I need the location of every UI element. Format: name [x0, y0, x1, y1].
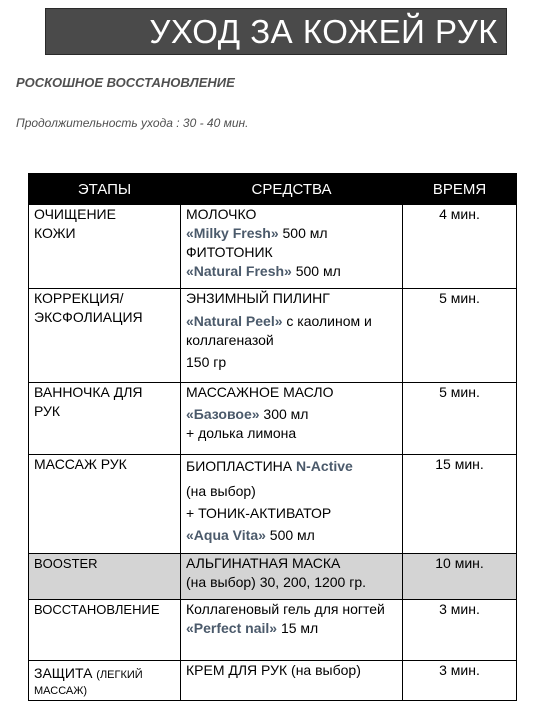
- step-label: РУК: [34, 403, 61, 419]
- product-label: КРЕМ ДЛЯ РУК: [186, 662, 288, 678]
- product-line: [186, 619, 397, 638]
- products-cell: [181, 600, 403, 661]
- product-volume: 500 мл: [291, 263, 341, 279]
- product-line: [186, 661, 397, 680]
- table-row: [29, 455, 517, 554]
- product-line: МОЛОЧКО: [186, 206, 257, 222]
- product-line: 150 гр: [186, 354, 227, 370]
- product-line: [186, 405, 397, 424]
- table-row: [29, 600, 517, 661]
- header-steps: ЭТАПЫ: [29, 174, 181, 205]
- product-name: «Natural Peel»: [186, 313, 283, 329]
- care-steps-table: [28, 173, 517, 701]
- step-label: КОЖИ: [34, 225, 76, 241]
- product-line: ФИТОТОНИК: [186, 244, 273, 260]
- step-cell: [29, 661, 181, 701]
- page-title: УХОД ЗА КОЖЕЙ РУК: [149, 13, 498, 50]
- product-name: «Базовое»: [186, 406, 260, 422]
- time-cell: 4 мин.: [403, 205, 517, 289]
- step-label: BOOSTER: [34, 556, 98, 571]
- step-cell: [29, 554, 181, 600]
- table-row: [29, 383, 517, 455]
- time-cell: 3 мин.: [403, 600, 517, 661]
- step-note: (ЛЕГКИЙ: [96, 669, 143, 681]
- product-line: [186, 224, 397, 243]
- step-cell: [29, 383, 181, 455]
- time-cell: 5 мин.: [403, 383, 517, 455]
- step-label: ОЧИЩЕНИЕ: [34, 206, 116, 222]
- product-volume: 300 мл: [259, 406, 309, 422]
- products-cell: [181, 455, 403, 554]
- products-cell: [181, 289, 403, 383]
- table-row: [29, 661, 517, 701]
- time-cell: 15 мин.: [403, 455, 517, 554]
- product-description: с каолином и коллагеназой: [186, 313, 372, 348]
- step-label: ВОССТАНОВЛЕНИЕ: [34, 602, 160, 617]
- product-line: ЭНЗИМНЫЙ ПИЛИНГ: [186, 290, 330, 306]
- product-note: (на выбор): [287, 662, 361, 678]
- product-name: «Milky Fresh»: [186, 225, 279, 241]
- product-volume: 15 мл: [277, 620, 319, 636]
- product-line: АЛЬГИНАТНАЯ МАСКА: [186, 555, 341, 571]
- step-cell: [29, 455, 181, 554]
- product-name: «Aqua Vita»: [186, 527, 266, 543]
- product-line: + долька лимона: [186, 425, 297, 441]
- product-line: [186, 457, 397, 476]
- product-name: «Perfect nail»: [186, 620, 278, 636]
- time-cell: 3 мин.: [403, 661, 517, 701]
- step-label: МАССАЖ РУК: [34, 456, 127, 472]
- procedure-subtitle: РОСКОШНОЕ ВОССТАНОВЛЕНИЕ: [16, 75, 235, 90]
- table-header-row: [29, 174, 517, 205]
- header-time: ВРЕМЯ: [403, 174, 517, 205]
- products-cell: [181, 205, 403, 289]
- products-cell: [181, 383, 403, 455]
- product-line: + ТОНИК-АКТИВАТОР: [186, 505, 332, 521]
- product-name: «Natural Fresh»: [186, 263, 292, 279]
- product-line: Коллагеновый гель для ногтей: [186, 601, 385, 617]
- time-cell: 5 мин.: [403, 289, 517, 383]
- product-line: (на выбор): [186, 483, 256, 499]
- product-line: [186, 526, 397, 545]
- time-cell: 10 мин.: [403, 554, 517, 600]
- step-label: КОРРЕКЦИЯ/: [34, 290, 124, 306]
- step-cell: [29, 205, 181, 289]
- step-cell: [29, 289, 181, 383]
- step-label: ВАННОЧКА ДЛЯ: [34, 384, 143, 400]
- step-label: ЭКСФОЛИАЦИЯ: [34, 309, 143, 325]
- product-label: БИОПЛАСТИНА: [186, 458, 297, 474]
- table-row: [29, 289, 517, 383]
- step-label: ЗАЩИТА: [34, 665, 93, 681]
- product-line: [186, 262, 397, 281]
- table-row-booster: [29, 554, 517, 600]
- product-volume: 500 мл: [278, 225, 328, 241]
- step-cell: [29, 600, 181, 661]
- product-name: N-Active: [296, 458, 353, 474]
- product-line: МАССАЖНОЕ МАСЛО: [186, 384, 334, 400]
- step-note: МАССАЖ): [34, 685, 88, 697]
- procedure-duration: Продолжительность ухода : 30 - 40 мин.: [16, 116, 249, 130]
- title-banner: [45, 8, 507, 55]
- header-products: СРЕДСТВА: [181, 174, 403, 205]
- products-cell: [181, 661, 403, 701]
- product-line: [186, 312, 397, 350]
- table-row: [29, 205, 517, 289]
- product-volume: 500 мл: [265, 527, 315, 543]
- product-line: (на выбор) 30, 200, 1200 гр.: [186, 574, 367, 590]
- products-cell: [181, 554, 403, 600]
